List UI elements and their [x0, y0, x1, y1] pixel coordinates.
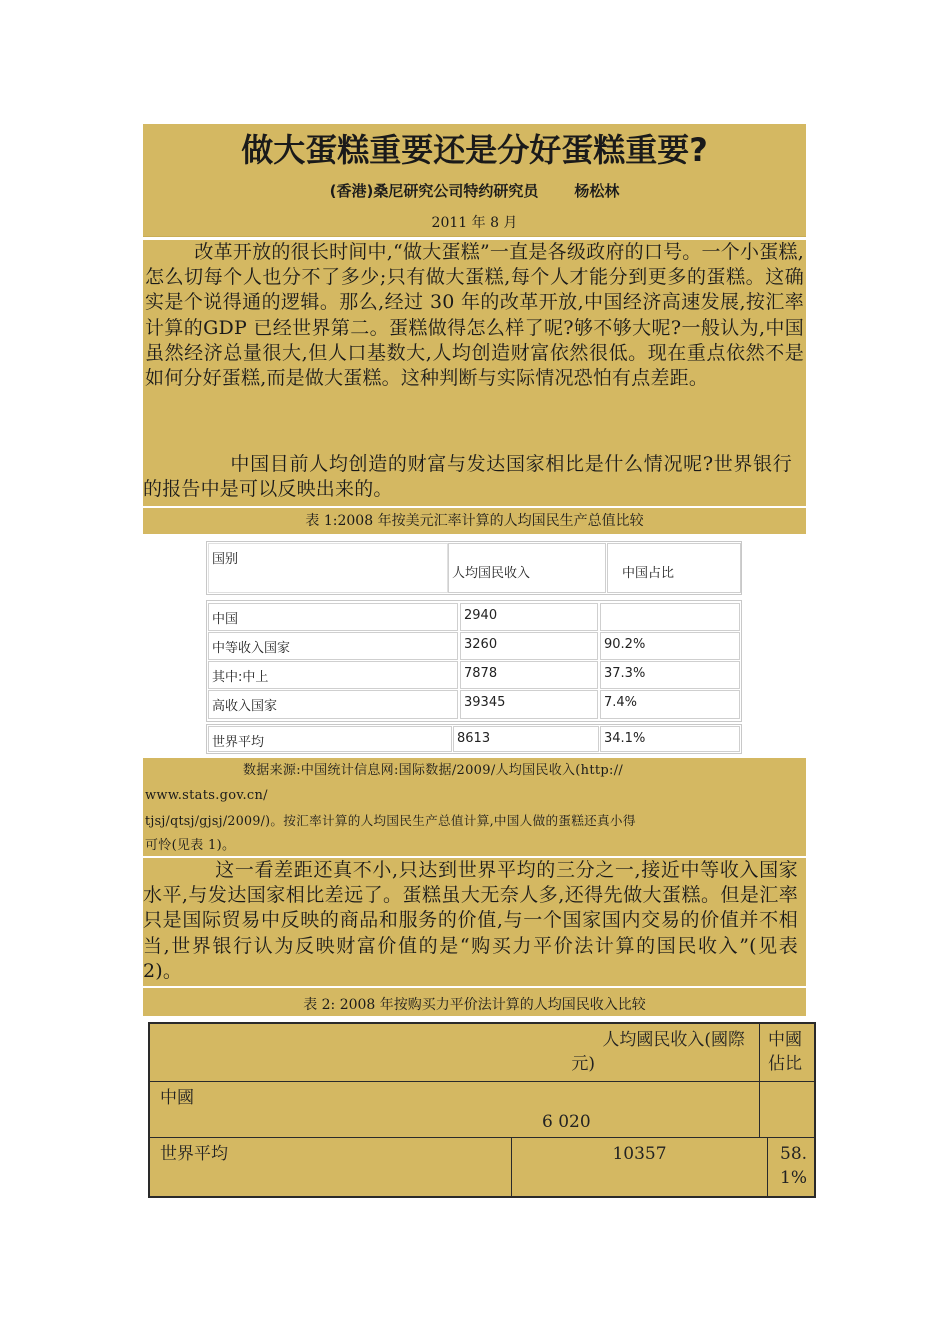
table2-header-share-line1: 中國: [768, 1030, 802, 1050]
table2-row1-country: 中國: [160, 1088, 194, 1108]
table1: [205, 540, 743, 756]
source-line-4: 可怜(见表 1)。: [145, 838, 236, 853]
table2-header-share: [760, 1024, 814, 1082]
table2: [148, 1022, 816, 1198]
source-line-3: tjsj/qtsj/gjsj/2009/)。按汇率计算的人均国民生产总值计算,中国人做的蛋糕还真小得: [145, 813, 636, 828]
table1-header: [206, 541, 742, 595]
table2-header-income: [150, 1024, 760, 1082]
table2-header-income-line1: 人均國民收入(國際: [602, 1030, 745, 1050]
table1-cell-share: [600, 603, 740, 631]
table2-row2-country: 世界平均: [150, 1138, 512, 1196]
paragraph-3-text: 这一看差距还真不小,只达到世界平均的三分之一,接近中等收入国家水平,与发达国家相比差远了。蛋糕虽大无奈人多,还得先做大蛋糕。但是汇率只是国际贸易中反映的商品和服务的价值,与一个国家国内交易的价值并不相当,世界银行认为反映财富价值的是“购买力平价法计算的国民收入”(见表 2)。: [143, 859, 798, 982]
paragraph-1: [143, 240, 806, 418]
table1-cell-income: 8613: [453, 726, 599, 752]
author-name: 杨松林: [574, 182, 620, 200]
table1-cell-income: 7878: [460, 661, 598, 689]
data-source-note: [143, 758, 806, 856]
author-affiliation: (香港)桑尼研究公司特约研究员: [329, 182, 539, 200]
table1-body: [206, 600, 742, 722]
table2-header-share-line2: 佔比: [768, 1054, 802, 1074]
table1-cell-share: 37.3%: [600, 661, 740, 689]
table2-caption: 表 2: 2008 年按购买力平价法计算的人均国民收入比较: [143, 988, 806, 1016]
date: 2011 年 8 月: [143, 206, 806, 237]
table1-cell-country: 中等收入国家: [208, 632, 458, 660]
table2-row2-share-line2: 1%: [780, 1168, 807, 1188]
table1-cell-country: 其中:中上: [208, 661, 458, 689]
table2-row1-cell: [150, 1082, 760, 1138]
paragraph-3: [143, 858, 806, 986]
table1-header-income: 人均国民收入: [448, 543, 606, 593]
table2-row1-share: [760, 1082, 814, 1138]
source-line-2: www.stats.gov.cn/: [145, 788, 268, 803]
table1-cell-income: 3260: [460, 632, 598, 660]
paragraph-2: [143, 446, 806, 506]
paragraph-1-text: 改革开放的很长时间中,“做大蛋糕”一直是各级政府的口号。一个小蛋糕,怎么切每个人也分不了多少;只有做大蛋糕,每个人才能分到更多的蛋糕。这确实是个说得通的逻辑。那么,经过 30 年的改革开放,中国经济高速发展,按汇率计算的GDP 已经世界第二。蛋糕做得怎么样了呢?够不够大呢?一般认为,中国虽然经济总量很大,但人口基数大,人均创造财富依然很低。现在重点依然不是如何分好蛋糕,而是做大蛋糕。这种判断与实际情况恐怕有点差距。: [145, 241, 804, 390]
table1-cell-country: 世界平均: [208, 726, 452, 752]
table1-cell-income: 2940: [460, 603, 598, 631]
table2-row2-value: 10357: [512, 1138, 768, 1196]
table1-header-share: 中国占比: [607, 543, 741, 593]
table1-cell-share: 90.2%: [600, 632, 740, 660]
table2-row2-share: [768, 1138, 814, 1196]
table1-cell-country: 高收入国家: [208, 690, 458, 719]
paragraph-2-text: 中国目前人均创造的财富与发达国家相比是什么情况呢?世界银行的报告中是可以反映出来的。: [143, 453, 792, 501]
table1-header-country: 国别: [208, 543, 448, 593]
table1-cell-share: 7.4%: [600, 690, 740, 719]
author-line: [143, 174, 806, 207]
table1-cell-country: 中国: [208, 603, 458, 631]
table1-cell-income: 39345: [460, 690, 598, 719]
table1-caption: 表 1:2008 年按美元汇率计算的人均国民生产总值比较: [143, 508, 806, 534]
table2-row2-share-line1: 58.: [780, 1144, 808, 1164]
table1-cell-share: 34.1%: [600, 726, 740, 752]
table2-header-income-line2: 元): [571, 1054, 595, 1074]
source-line-1: 数据来源:中国统计信息网:国际数据/2009/人均国民收入(http://: [243, 763, 624, 778]
table2-row1-value: 6 020: [542, 1112, 591, 1132]
page-title: 做大蛋糕重要还是分好蛋糕重要?: [143, 124, 806, 175]
table1-total: [206, 724, 742, 754]
spacer-row: [143, 418, 806, 447]
